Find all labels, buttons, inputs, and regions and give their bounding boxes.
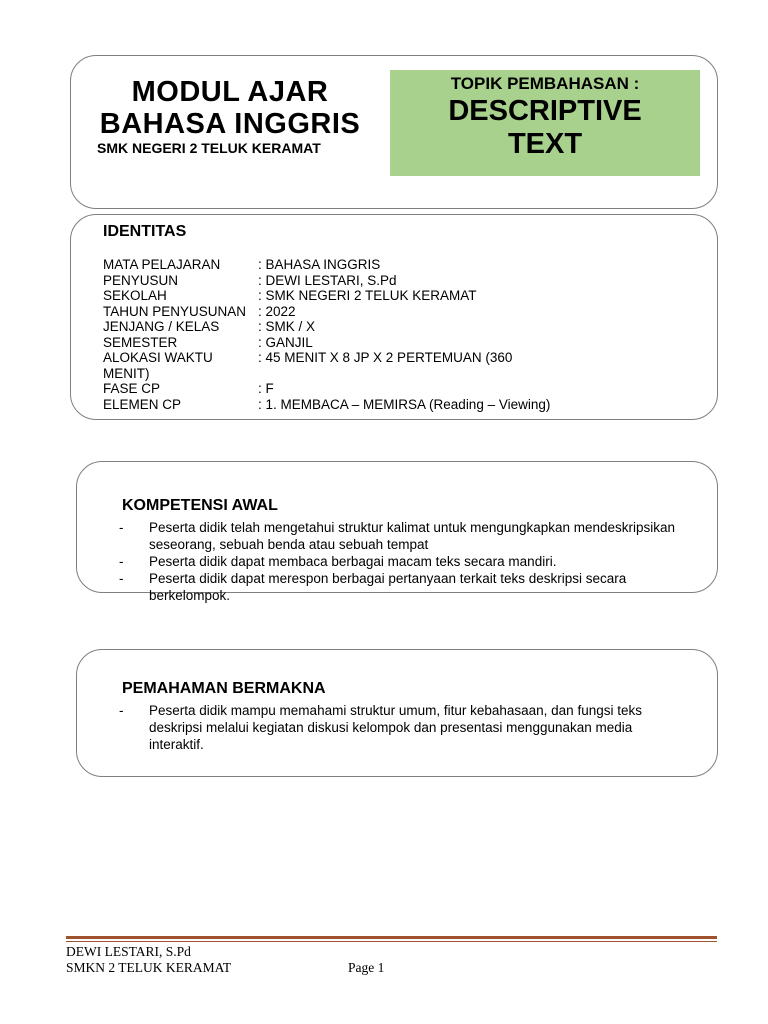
identity-value-wrap: MENIT) xyxy=(103,365,150,381)
bullet-dash: - xyxy=(119,520,124,535)
module-title-line1: MODUL AJAR xyxy=(131,76,329,108)
list-item xyxy=(119,519,709,553)
bullet-dash: - xyxy=(119,703,124,718)
identitas-box xyxy=(70,214,718,420)
identity-label: FASE CP xyxy=(103,381,161,396)
list-item xyxy=(119,702,709,753)
identity-value: : F xyxy=(258,381,274,396)
list-item-line1: Peserta didik dapat merespon berbagai pertanyaan terkait teks deskripsi secara xyxy=(149,571,627,586)
pemahaman-bermakna-box xyxy=(76,649,718,777)
footer-rule-thin xyxy=(66,941,717,942)
identity-label: ELEMEN CP xyxy=(103,396,182,412)
list-item-line1: Peserta didik dapat membaca berbagai macam teks secara mandiri. xyxy=(149,554,557,569)
list-item-line2: seseorang, sebuah benda atau sebuah tempat xyxy=(149,537,429,552)
topic-title-line2: TEXT xyxy=(507,128,583,160)
identity-value: : DEWI LESTARI, S.Pd xyxy=(258,272,397,288)
identity-value: : 45 MENIT X 8 JP X 2 PERTEMUAN (360 xyxy=(258,350,513,365)
identity-label: MATA PELAJARAN xyxy=(103,257,221,272)
identity-value: : SMK / X xyxy=(258,319,316,334)
identity-label: JENJANG / KELAS xyxy=(103,319,220,334)
bullet-dash: - xyxy=(119,554,124,569)
header-box xyxy=(70,55,718,209)
pemahaman-heading: PEMAHAMAN BERMAKNA xyxy=(122,680,326,697)
topic-title-line1: DESCRIPTIVE xyxy=(448,95,642,127)
list-item xyxy=(119,570,709,604)
list-item-line2: deskripsi melalui kegiatan diskusi kelompok dan presentasi menggunakan media xyxy=(149,720,633,735)
identity-value: : 1. MEMBACA – MEMIRSA (Reading – Viewing) xyxy=(258,396,551,412)
kompetensi-awal-box xyxy=(76,461,718,603)
bullet-dash: - xyxy=(119,571,124,586)
identity-label: SEMESTER xyxy=(103,334,178,350)
identity-label: TAHUN PENYUSUNAN xyxy=(103,303,247,319)
footer-author: DEWI LESTARI, S.Pd xyxy=(66,944,191,959)
identity-value: : 2022 xyxy=(258,303,296,319)
identity-label: PENYUSUN xyxy=(103,272,179,288)
list-item xyxy=(119,553,709,570)
list-item-line3: interaktif. xyxy=(149,737,204,752)
module-title-line2: BAHASA INGGRIS xyxy=(99,108,361,140)
identity-label: SEKOLAH xyxy=(103,288,167,303)
identity-label: ALOKASI WAKTU xyxy=(103,350,213,365)
list-item-line1: Peserta didik telah mengetahui struktur kalimat untuk mengungkapkan mendeskripsikan xyxy=(149,520,676,535)
topic-label: TOPIK PEMBAHASAN : xyxy=(450,74,640,93)
list-item-line1: Peserta didik mampu memahami struktur umum, fitur kebahasaan, dan fungsi teks xyxy=(149,703,642,718)
identity-value: : SMK NEGERI 2 TELUK KERAMAT xyxy=(258,288,477,303)
footer-rule xyxy=(66,936,717,939)
footer-page-number: Page 1 xyxy=(348,960,385,975)
identitas-heading: IDENTITAS xyxy=(103,223,187,240)
identity-value: : BAHASA INGGRIS xyxy=(258,257,381,272)
list-item-line2: berkelompok. xyxy=(149,588,231,603)
school-subtitle: SMK NEGERI 2 TELUK KERAMAT xyxy=(97,140,321,156)
identity-value: : GANJIL xyxy=(258,334,313,350)
footer-school: SMKN 2 TELUK KERAMAT xyxy=(66,960,232,975)
kompetensi-heading: KOMPETENSI AWAL xyxy=(122,497,278,514)
topic-panel xyxy=(390,70,700,176)
